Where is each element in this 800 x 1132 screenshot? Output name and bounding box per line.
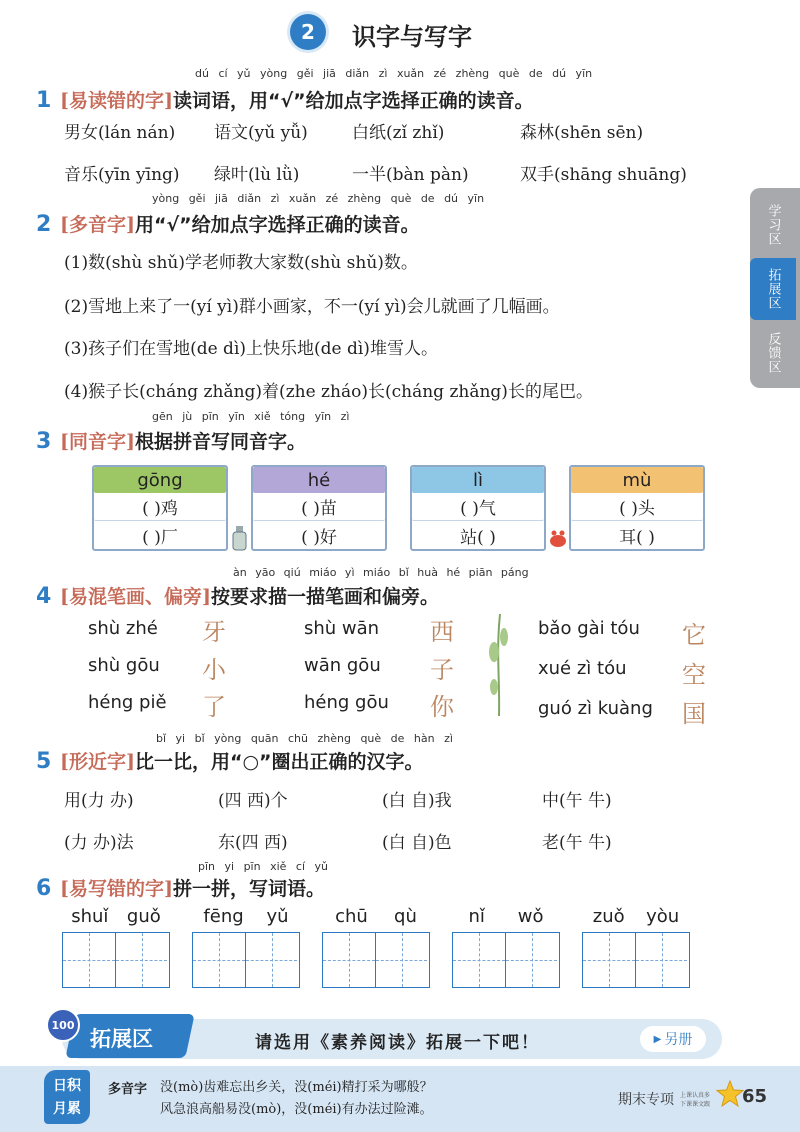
q2-pinyin: yòng gěi jiā diǎn zì xuǎn zé zhèng què de dú yīn [152, 192, 485, 205]
q5-item[interactable]: 东(四 西) [218, 833, 288, 853]
q2-line: (2)雪地上来了一(yí yì)群小画家，不一(yí yì)会儿就画了几幅画。 [64, 297, 560, 317]
tab-feedback[interactable]: 反馈区 [765, 332, 781, 374]
stroke-name: bǎo gài tóu [538, 618, 640, 639]
word-group [582, 906, 690, 988]
trace-char[interactable]: 了 [202, 693, 226, 721]
tab-study[interactable]: 学习区 [765, 204, 781, 246]
homophone-header: lì [412, 467, 544, 493]
q5-instruction [60, 747, 424, 774]
q2-line: (4)猴子长(cháng zhǎng)着(zhe zháo)长(cháng zhǎng)长的尾巴。 [64, 382, 593, 402]
banner-text: 请选用《素养阅读》拓展一下吧！ [255, 1033, 540, 1053]
writing-grid[interactable] [62, 932, 170, 988]
word-pinyin: shuǐ [71, 906, 109, 927]
section-small-text: 上课认真多 下课课文跟 [680, 1092, 711, 1108]
side-tabs [750, 188, 800, 388]
stroke-name: shù wān [304, 618, 380, 639]
q1-item: 语文(yǔ yǚ) [214, 123, 308, 143]
q2-text: 用“√”给加点字选择正确的读音。 [134, 214, 420, 236]
homophone-header: gōng [94, 467, 226, 493]
page-title: 识字与写字 [352, 23, 472, 51]
word-pinyin: yǔ [266, 906, 289, 927]
q6-pinyin: pīn yi pīn xiě cí yǔ [198, 860, 328, 873]
q5-tag: [形近字] [60, 751, 135, 773]
homophone-cell[interactable]: ( )气 [412, 493, 544, 521]
q1-item: 双手(shāng shuāng) [520, 165, 687, 185]
word-pinyin: chū [335, 906, 368, 927]
q4-text: 按要求描一描笔画和偏旁。 [210, 586, 439, 608]
stroke-name: guó zì kuàng [538, 698, 653, 719]
page-number: 65 [742, 1086, 768, 1107]
q2-instruction [60, 210, 420, 237]
footer-tag-line2: 月累 [53, 1101, 81, 1117]
homophone-header: hé [253, 467, 385, 493]
another-book-button[interactable] [640, 1026, 706, 1052]
q5-item[interactable]: 中(午 牛) [542, 791, 612, 811]
footer-poem-line: 没(mò)齿难忘出乡关，没(méi)精打采为哪般？ [160, 1080, 433, 1095]
q4-tag: [易混笔画、偏旁] [60, 586, 211, 608]
word-pinyin: wǒ [517, 906, 544, 927]
q1-number: 1 [36, 88, 52, 113]
writing-grid[interactable] [452, 932, 560, 988]
q1-text: 读词语，用“√”给加点字选择正确的读音。 [172, 90, 534, 112]
homophone-table [569, 465, 705, 551]
q5-item[interactable]: 用(力 办) [64, 791, 134, 811]
homophone-header: mù [571, 467, 703, 493]
q6-number: 6 [36, 876, 52, 901]
q1-item: 音乐(yīn yīng) [64, 165, 180, 185]
trace-char[interactable]: 它 [682, 621, 706, 649]
q5-item[interactable]: (力 办)法 [64, 833, 134, 853]
lesson-number-badge: 2 [290, 14, 326, 50]
word-pinyin: fēng [203, 906, 244, 927]
q6-text: 拼一拼，写词语。 [172, 878, 325, 900]
play-icon: ▶ [653, 1033, 662, 1045]
q1-item: 白纸(zǐ zhǐ) [352, 123, 445, 143]
word-group [322, 906, 430, 988]
q3-number: 3 [36, 429, 52, 454]
word-pinyin: zuǒ [592, 906, 625, 927]
footer-kind: 多音字 [108, 1082, 148, 1097]
trace-char[interactable]: 你 [430, 693, 454, 721]
stroke-name: héng gōu [304, 692, 389, 713]
another-book-label: 另册 [664, 1032, 693, 1048]
homophone-cell[interactable]: 耳( ) [619, 527, 655, 548]
homophone-cell[interactable]: ( )苗 [253, 493, 385, 521]
stroke-name: wān gōu [304, 655, 381, 676]
word-group [62, 906, 170, 988]
footer-poem-line: 风急浪高船易没(mò)，没(méi)有办法过险滩。 [160, 1102, 433, 1117]
trace-char[interactable]: 牙 [202, 618, 226, 646]
footer-tag-line1: 日积 [53, 1078, 81, 1094]
q3-tag: [同音字] [60, 431, 135, 453]
homophone-cell[interactable]: ( )厂 [142, 527, 178, 548]
trace-char[interactable]: 空 [682, 661, 706, 689]
q2-number: 2 [36, 212, 52, 237]
homophone-table [92, 465, 228, 551]
mascot-badge: 100 [46, 1008, 80, 1042]
section-label: 期末专项 [618, 1092, 674, 1108]
homophone-table [251, 465, 387, 551]
banner-label: 拓展区 [90, 1027, 153, 1051]
word-pinyin: yòu [646, 906, 680, 927]
word-pinyin: nǐ [468, 906, 485, 927]
crab-illustration [546, 528, 570, 550]
homophone-cell[interactable]: ( )鸡 [94, 493, 226, 521]
q4-pinyin: àn yāo qiú miáo yì miáo bǐ huà hé piān páng [233, 566, 529, 579]
header [290, 12, 520, 52]
q5-pinyin: bǐ yi bǐ yòng quān chū zhèng què de hàn zì [156, 732, 453, 745]
q3-text: 根据拼音写同音字。 [134, 431, 306, 453]
q2-line: (3)孩子们在雪地(de dì)上快乐地(de dì)堆雪人。 [64, 339, 438, 359]
q1-item: 男女(lán nán) [64, 123, 176, 143]
star-icon [716, 1080, 744, 1108]
writing-grid[interactable] [192, 932, 300, 988]
trace-char[interactable]: 西 [430, 618, 454, 646]
q5-item[interactable]: 老(午 牛) [542, 833, 612, 853]
trace-char[interactable]: 子 [430, 656, 454, 684]
word-pinyin: qù [394, 906, 417, 927]
q1-tag: [易读错的字] [60, 90, 173, 112]
q4-number: 4 [36, 584, 52, 609]
stroke-name: héng piě [88, 692, 167, 713]
q1-item: 森林(shēn sēn) [520, 123, 644, 143]
q4-instruction [60, 582, 439, 609]
q1-item: 一半(bàn pàn) [352, 165, 469, 185]
q5-item[interactable]: (白 自)我 [382, 791, 452, 811]
word-group [192, 906, 300, 988]
bottle-illustration [228, 524, 252, 554]
homophone-cell[interactable]: ( )好 [301, 527, 337, 548]
q2-tag: [多音字] [60, 214, 135, 236]
trace-char[interactable]: 国 [682, 700, 706, 728]
q2-line: (1)数(shù shǔ)学老师教大家数(shù shǔ)数。 [64, 253, 418, 273]
q1-instruction [60, 86, 534, 113]
stroke-name: shù gōu [88, 655, 160, 676]
trace-char[interactable]: 小 [202, 656, 226, 684]
word-pinyin: guǒ [126, 906, 161, 927]
q3-pinyin: gēn jù pīn yīn xiě tóng yīn zì [152, 410, 350, 423]
word-group [452, 906, 560, 988]
q3-instruction [60, 427, 306, 454]
stroke-name: shù zhé [88, 618, 158, 639]
q5-number: 5 [36, 749, 52, 774]
q5-text: 比一比，用“○”圈出正确的汉字。 [134, 751, 424, 773]
q1-item: 绿叶(lù lǜ) [214, 165, 300, 185]
writing-grid[interactable] [322, 932, 430, 988]
tab-extend[interactable]: 拓展区 [750, 258, 796, 320]
q5-item[interactable]: (白 自)色 [382, 833, 452, 853]
stroke-name: xué zì tóu [538, 658, 627, 679]
q5-item[interactable]: (四 西)个 [218, 791, 288, 811]
homophone-cell[interactable]: ( )头 [571, 493, 703, 521]
writing-grid[interactable] [582, 932, 690, 988]
homophone-table [410, 465, 546, 551]
q6-tag: [易写错的字] [60, 878, 173, 900]
plant-illustration [486, 612, 512, 717]
q1-pinyin: dú cí yǔ yòng gěi jiā diǎn zì xuǎn zé zhèng què de dú yīn [195, 67, 593, 80]
q6-instruction [60, 874, 325, 901]
homophone-cell[interactable]: 站( ) [460, 527, 496, 548]
